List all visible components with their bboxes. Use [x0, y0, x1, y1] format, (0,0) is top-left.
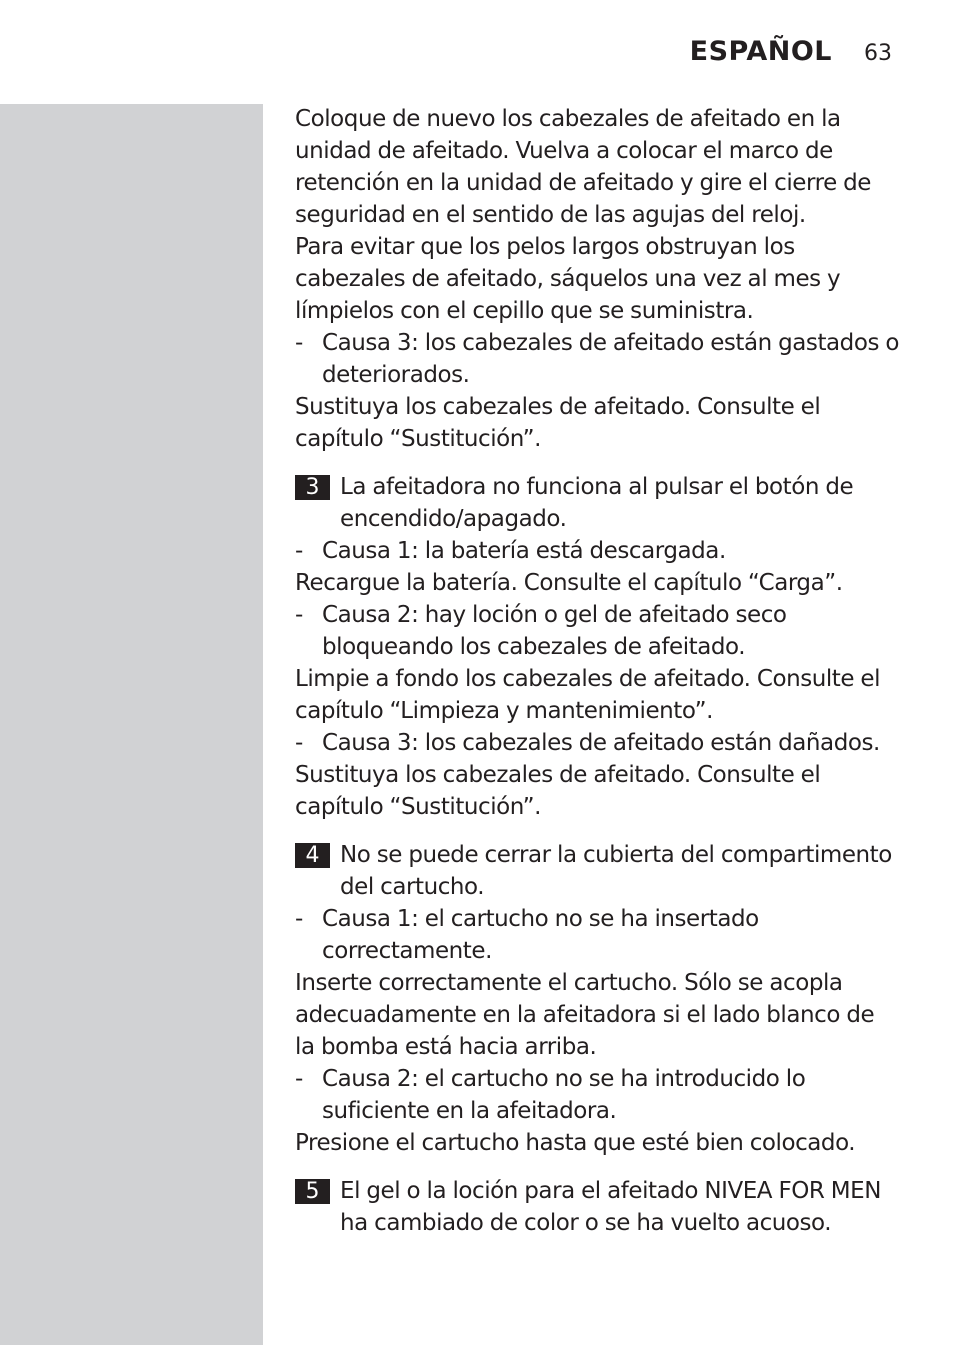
page-header: [690, 36, 892, 67]
paragraph: Sustituya los cabezales de afeitado. Consulte el capítulo “Sustitución”.: [295, 762, 821, 820]
language-label: ESPAÑOL: [689, 36, 832, 67]
section-heading-3: [295, 471, 900, 535]
dash-marker: -: [295, 1066, 303, 1092]
dash-marker: -: [295, 730, 303, 756]
bullet-item: [295, 727, 900, 759]
section-heading-4: [295, 839, 900, 903]
dash-marker: -: [295, 602, 303, 628]
main-content: [295, 103, 900, 1239]
section-title: La afeitadora no funciona al pulsar el botón de encendido/apagado.: [340, 474, 854, 532]
bullet-text: Causa 2: hay loción o gel de afeitado seco bloqueando los cabezales de afeitado.: [322, 602, 787, 660]
step-number-badge: 4: [295, 843, 330, 868]
sidebar-gray-panel: [0, 104, 263, 1345]
paragraph: Coloque de nuevo los cabezales de afeitado en la unidad de afeitado. Vuelva a colocar el marco de retención en la unidad de afeitado y gire el cierre de seguridad en el sentido de las agujas del reloj.: [295, 106, 871, 228]
bullet-text: Causa 1: el cartucho no se ha insertado correctamente.: [322, 906, 759, 964]
paragraph: Recargue la batería. Consulte el capítulo “Carga”.: [295, 570, 843, 596]
dash-marker: -: [295, 330, 303, 356]
bullet-item: [295, 903, 900, 967]
paragraph: Inserte correctamente el cartucho. Sólo se acopla adecuadamente en la afeitadora si el lado blanco de la bomba está hacia arriba.: [295, 970, 875, 1060]
paragraph: Sustituya los cabezales de afeitado. Consulte el capítulo “Sustitución”.: [295, 394, 821, 452]
dash-marker: -: [295, 538, 303, 564]
page-number: 63: [864, 41, 892, 66]
bullet-text: Causa 1: la batería está descargada.: [322, 538, 726, 564]
bullet-item: [295, 327, 900, 391]
step-number-badge: 5: [295, 1179, 330, 1204]
section-title: El gel o la loción para el afeitado NIVEA FOR MEN ha cambiado de color o se ha vuelto acuoso.: [340, 1178, 882, 1236]
paragraph: Presione el cartucho hasta que esté bien colocado.: [295, 1130, 856, 1156]
section-heading-5: [295, 1175, 900, 1239]
bullet-item: [295, 599, 900, 663]
dash-marker: -: [295, 906, 303, 932]
bullet-item: [295, 1063, 900, 1127]
step-number-badge: 3: [295, 475, 330, 500]
paragraph: Limpie a fondo los cabezales de afeitado. Consulte el capítulo “Limpieza y mantenimiento”.: [295, 666, 881, 724]
bullet-item: [295, 535, 900, 567]
bullet-text: Causa 2: el cartucho no se ha introducido lo suficiente en la afeitadora.: [322, 1066, 806, 1124]
bullet-text: Causa 3: los cabezales de afeitado están gastados o deteriorados.: [322, 330, 899, 388]
bullet-text: Causa 3: los cabezales de afeitado están dañados.: [322, 730, 880, 756]
section-title: No se puede cerrar la cubierta del compartimento del cartucho.: [340, 842, 892, 900]
paragraph: Para evitar que los pelos largos obstruyan los cabezales de afeitado, sáquelos una vez al mes y límpielos con el cepillo que se suministra.: [295, 234, 841, 324]
